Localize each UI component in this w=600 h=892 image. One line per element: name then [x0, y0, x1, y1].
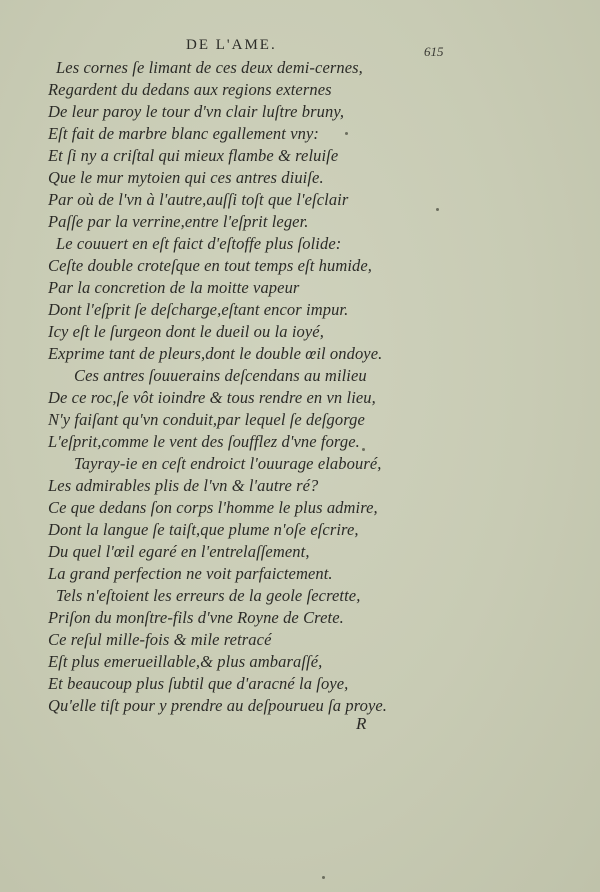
verse-line: Et ſi ny a criſtal qui mieux flambe & reluiſe [48, 146, 339, 165]
verse-line: Eſt fait de marbre blanc egallement vny: [48, 124, 319, 143]
verse-line: Icy eſt le ſurgeon dont le dueil ou la ioyé, [48, 322, 324, 341]
verse-line: L'eſprit,comme le vent des ſoufflez d'vne forge. [48, 432, 360, 451]
verse-line: Ces antres ſouuerains deſcendans au milieu [74, 366, 367, 385]
verse-line: Priſon du monſtre-fils d'vne Royne de Crete. [48, 608, 344, 627]
page-number: 615 [424, 44, 444, 59]
running-header: DE L'AME. [186, 37, 277, 53]
verse-line: Regardent du dedans aux regions externes [48, 80, 332, 99]
ink-speck [345, 132, 348, 135]
verse-line: Exprime tant de pleurs,dont le double œil ondoye. [48, 344, 383, 363]
verse-line: Par la concretion de la moitte vapeur [48, 278, 300, 297]
verse-line: Les admirables plis de l'vn & l'autre ré? [48, 476, 319, 495]
verse-line: Ceſte double croteſque en tout temps eſt humide, [48, 256, 373, 275]
verse-line: De leur paroy le tour d'vn clair luſtre bruny, [48, 102, 345, 121]
verse-line: Que le mur mytoien qui ces antres diuiſe. [48, 168, 324, 187]
verse-line: La grand perfection ne voit parfaictement. [48, 564, 333, 583]
verse-line: Qu'elle tiſt pour y prendre au deſpourueu ſa proye. [48, 696, 388, 715]
catchword: R [356, 714, 367, 733]
ink-speck [436, 208, 439, 211]
verse-line: Du quel l'œil egaré en l'entrelaſſement, [48, 542, 310, 561]
verse-line: Ce que dedans ſon corps l'homme le plus admire, [48, 498, 378, 517]
verse-line: Paſſe par la verrine,entre l'eſprit leger. [48, 212, 309, 231]
verse-line: Par où de l'vn à l'autre,auſſi toſt que l'eſclair [48, 190, 349, 209]
verse-line: N'y faiſant qu'vn conduit,par lequel ſe deſgorge [48, 410, 365, 429]
verse-line: Tels n'eſtoient les erreurs de la geole ſecrette, [56, 586, 361, 605]
verse-line: De ce roc,ſe vôt ioindre & tous rendre en vn lieu, [48, 388, 376, 407]
ink-speck [322, 876, 325, 879]
verse-line: Dont l'eſprit ſe deſcharge,eſtant encor impur. [48, 300, 349, 319]
verse-line: Dont la langue ſe taiſt,que plume n'oſe eſcrire, [48, 520, 359, 539]
verse-line: Tayray-ie en ceſt endroict l'ouurage elabouré, [74, 454, 382, 473]
verse-line: Eſt plus emerueillable,& plus ambaraſſé, [48, 652, 323, 671]
ink-speck [362, 448, 365, 451]
verse-line: Le couuert en eſt faict d'eſtoffe plus ſolide: [56, 234, 342, 253]
verse-line: Et beaucoup plus ſubtil que d'aracné la ſoye, [48, 674, 349, 693]
verse-line: Les cornes ſe limant de ces deux demi-cernes, [56, 58, 363, 77]
verse-line: Ce reſul mille-fois & mile retracé [48, 630, 272, 649]
